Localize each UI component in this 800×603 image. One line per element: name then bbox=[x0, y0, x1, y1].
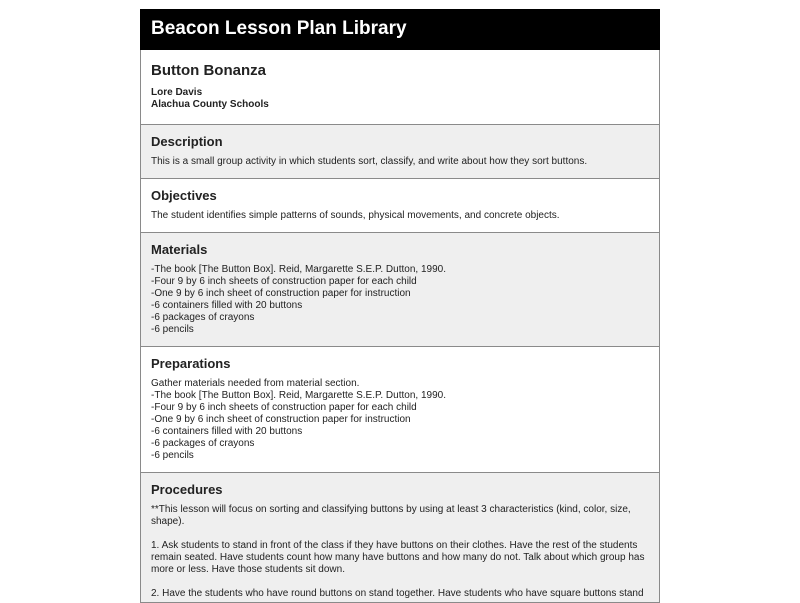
materials-section bbox=[140, 233, 660, 347]
preparations-section bbox=[140, 347, 660, 473]
lesson-title: Button Bonanza bbox=[151, 62, 266, 79]
school-name: Alachua County Schools bbox=[151, 99, 269, 110]
preparations-line: -6 packages of crayons bbox=[151, 438, 255, 449]
objectives-section bbox=[140, 179, 660, 233]
materials-line: -6 packages of crayons bbox=[151, 312, 255, 323]
procedures-paragraph: 2. Have the students who have round buttons on stand together. Have students who have square buttons stand bbox=[151, 588, 644, 599]
description-section bbox=[140, 125, 660, 179]
preparations-line: -Four 9 by 6 inch sheets of construction paper for each child bbox=[151, 402, 417, 413]
preparations-line: Gather materials needed from material section. bbox=[151, 378, 360, 389]
materials-line: -Four 9 by 6 inch sheets of construction paper for each child bbox=[151, 276, 417, 287]
preparations-line: -6 containers filled with 20 buttons bbox=[151, 426, 303, 437]
materials-line: -The book [The Button Box]. Reid, Margarette S.E.P. Dutton, 1990. bbox=[151, 264, 446, 275]
procedures-heading: Procedures bbox=[151, 482, 223, 497]
lesson-page bbox=[140, 9, 660, 603]
description-text: This is a small group activity in which students sort, classify, and write about how they sort buttons. bbox=[151, 156, 588, 167]
procedures-paragraph: 1. Ask students to stand in front of the class if they have buttons on their clothes. Have the rest of the students remain seated. Have students count how many have buttons and how many do not. Talk about which group has more or less. Have those students sit down. bbox=[151, 540, 645, 575]
lesson-header-card bbox=[140, 50, 660, 125]
description-heading: Description bbox=[151, 134, 223, 149]
procedures-section bbox=[140, 473, 660, 603]
materials-heading: Materials bbox=[151, 242, 208, 257]
site-banner bbox=[140, 9, 660, 50]
objectives-text: The student identifies simple patterns of sounds, physical movements, and concrete objects. bbox=[151, 210, 560, 221]
site-title: Beacon Lesson Plan Library bbox=[151, 18, 407, 39]
procedures-paragraph: **This lesson will focus on sorting and classifying buttons by using at least 3 characteristics (kind, color, size, shape). bbox=[151, 504, 631, 527]
materials-line: -6 pencils bbox=[151, 324, 194, 335]
preparations-line: -The book [The Button Box]. Reid, Margarette S.E.P. Dutton, 1990. bbox=[151, 390, 446, 401]
preparations-line: -6 pencils bbox=[151, 450, 194, 461]
author-name: Lore Davis bbox=[151, 87, 203, 98]
objectives-heading: Objectives bbox=[151, 188, 217, 203]
materials-line: -One 9 by 6 inch sheet of construction paper for instruction bbox=[151, 288, 411, 299]
preparations-heading: Preparations bbox=[151, 356, 231, 371]
preparations-line: -One 9 by 6 inch sheet of construction paper for instruction bbox=[151, 414, 411, 425]
materials-line: -6 containers filled with 20 buttons bbox=[151, 300, 303, 311]
